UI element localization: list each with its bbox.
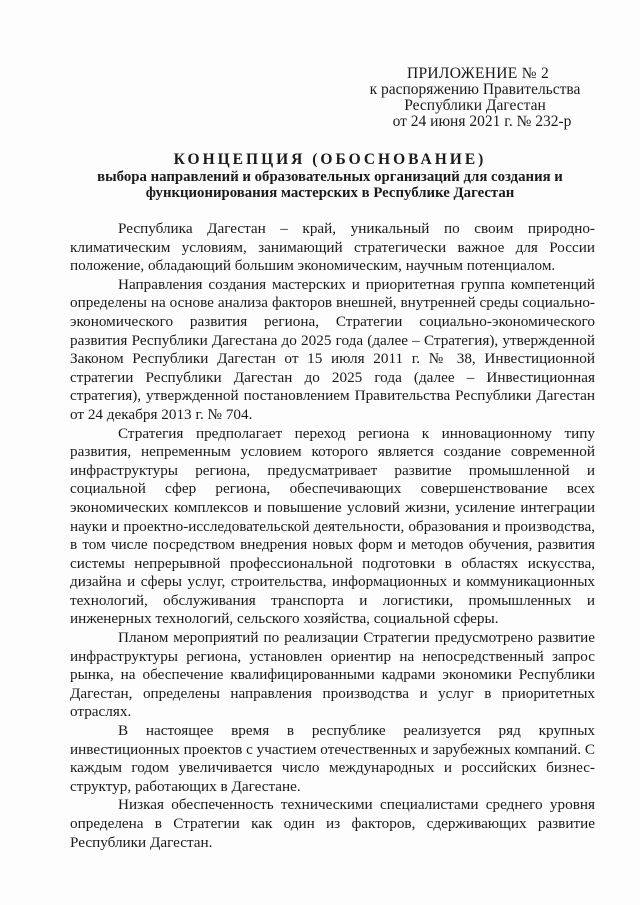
title-heading: КОНЦЕПЦИЯ (ОБОСНОВАНИЕ) (173, 151, 487, 168)
annex-number: ПРИЛОЖЕНИЕ № 2 (406, 65, 550, 82)
annex-reference: к распоряжению Правительства (369, 81, 581, 98)
title-subheading-line1: выбора направлений и образовательных организаций для создания и (97, 169, 563, 185)
annex-header (360, 66, 590, 130)
paragraph: В настоящее время в республике реализуется ряд крупных инвестиционных проектов с участием отечественных и зарубежных компаний. С каждым годом увеличивается число международных и российских бизнес-структур, работающих в Дагестане. (70, 722, 595, 795)
title-subheading-line2: функционирования мастерских в Республике Дагестан (145, 185, 515, 201)
paragraph: Направления создания мастерских и приоритетная группа компетенций определены на основе анализа факторов внешней, внутренней среды социально-экономического развития региона, Стратегии социально-экономического развития Республики Дагестана до 2025 года (далее – Стратегия), утвержденной Законом Республики Дагестан от 15 июля 2011 г. № 38, Инвестиционной стратегии Республики Дагестан до 2025 года (далее – Инвестиционная стратегия), утвержденной постановлением Правительства Республики Дагестан от 24 декабря 2013 г. № 704. (70, 275, 595, 423)
annex-date: от 24 июня 2021 г. № 232-р (392, 113, 572, 130)
annex-authority: Республики Дагестан (404, 97, 546, 114)
document-body (70, 220, 595, 852)
document-title (60, 150, 600, 201)
paragraph: Стратегия предполагает переход региона к инновационному типу развития, непременным условием которого является создание современной инфраструктуры региона, предусматривает развитие промышленной и социальной сфер региона, обеспечивающих совершенствование всех экономических комплексов и повышение условий жизни, усиление интеграции науки и проектно-исследовательской деятельности, образования и производства, в том числе посредством внедрения новых форм и методов обучения, развития системы непрерывной профессиональной подготовки в областях искусства, дизайна и сферы услуг, строительства, информационных и коммуникационных технологий, обслуживания транспорта и логистики, промышленных и инженерных технологий, сельского хозяйства, социальной сферы. (70, 424, 595, 628)
paragraph: Республика Дагестан – край, уникальный по своим природно-климатическим условиям, занимающий стратегически важное для России положение, обладающий большим экономическим, научным потенциалом. (70, 220, 595, 275)
paragraph: Планом мероприятий по реализации Стратегии предусмотрено развитие инфраструктуры региона, установлен ориентир на непосредственный запрос рынка, на обеспечение квалифицированными кадрами экономики Республики Дагестан, определены направления производства и услуг в приоритетных отраслях. (70, 629, 595, 721)
paragraph: Низкая обеспеченность техническими специалистами среднего уровня определена в Стратегии как один из факторов, сдерживающих развитие Республики Дагестан. (70, 796, 595, 851)
